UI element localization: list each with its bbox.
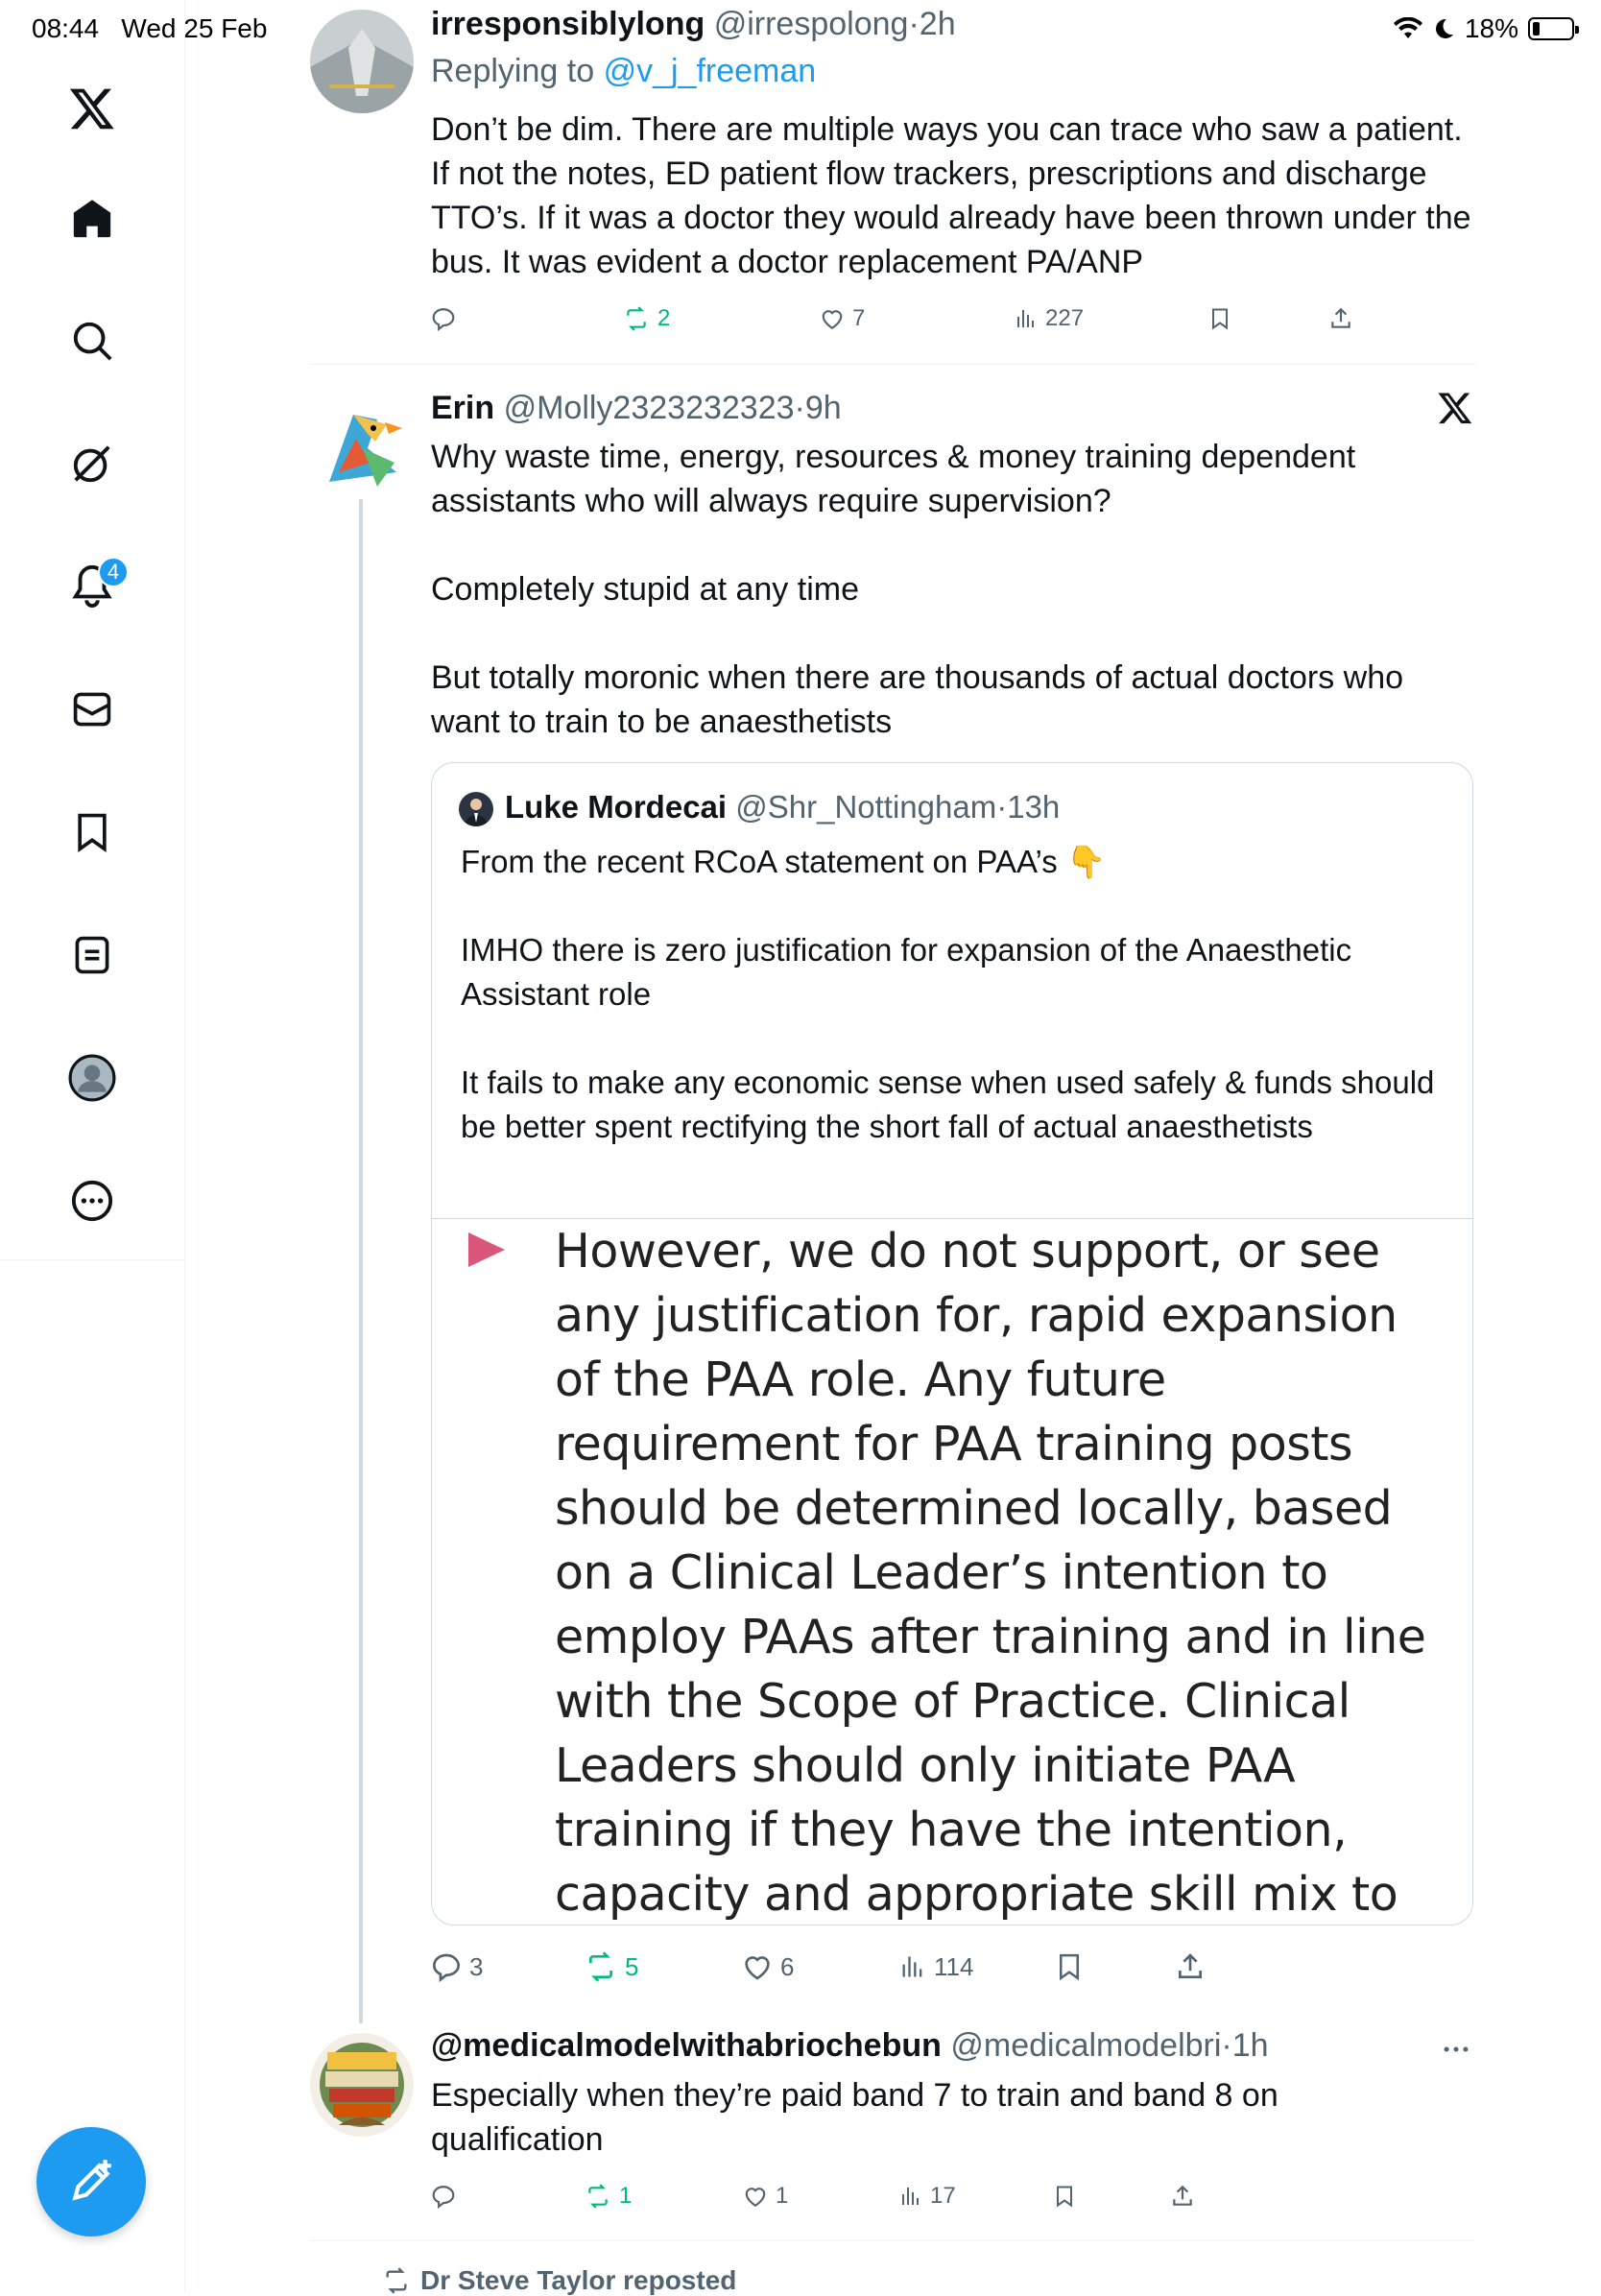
reply-icon: [431, 1951, 462, 1982]
views-button[interactable]: 17: [899, 2183, 956, 2210]
status-indicators: [1394, 13, 1574, 44]
bookmark-button[interactable]: [1053, 2184, 1076, 2209]
bookmark-icon: [1208, 306, 1231, 331]
home-icon[interactable]: [54, 180, 131, 257]
timestamp[interactable]: 2h: [919, 6, 956, 42]
like-button[interactable]: 1: [743, 2183, 788, 2210]
quote-text: From the recent RCoA statement on PAA’s 👇 IMHO there is zero justification for expansion of the Anaesthetic Assistant role It fails to make any economic sense when used safely & funds should be better spent rectifying the short fall of actual anaesthetists: [461, 844, 1435, 1144]
reply-button[interactable]: 3: [431, 1951, 483, 1982]
quote-image[interactable]: [432, 1218, 1473, 1925]
quote-image-text: However, we do not support, or see any justification for, rapid expansion of the PAA role. Any future requirement for PAA training posts should be determined locally, based on a Clinical Leader’s intention to employ PAAs after training and in line with the Scope of Practice. Clinical Leaders should only initiate PAA training if they have the intention, capacity and appropriate skill mix to: [555, 1224, 1426, 1922]
handle[interactable]: @Molly2323232323: [503, 390, 795, 426]
avatar-medicalmodelbri[interactable]: [310, 2033, 414, 2137]
tweet-2-text: Why waste time, energy, resources & money training dependent assistants who will always require supervision? Completely stupid at any time But totally moronic when there are thousands of actual doctors who want to train to be anaesthetists: [431, 439, 1404, 740]
lists-icon[interactable]: [54, 917, 131, 993]
repost-icon: [585, 1951, 617, 1982]
display-name[interactable]: Erin: [431, 390, 495, 426]
tweet-3-actions: [431, 2177, 1477, 2215]
views-icon: [899, 1952, 926, 1981]
search-icon[interactable]: [54, 302, 131, 379]
reply-button[interactable]: [431, 306, 464, 331]
notifications-badge: 4: [98, 557, 129, 587]
avatar-irresponsiblylong[interactable]: [310, 10, 414, 113]
quote-header: Luke Mordecai @Shr_Nottingham·13h: [505, 789, 1061, 825]
quote-display-name: Luke Mordecai: [505, 789, 728, 825]
like-icon: [742, 1951, 773, 1982]
views-icon: [1015, 307, 1038, 330]
bookmark-icon: [1053, 2184, 1076, 2209]
quote-handle: @Shr_Nottingham: [735, 789, 997, 825]
like-button[interactable]: 6: [742, 1951, 794, 1982]
share-button[interactable]: [1175, 1951, 1206, 1982]
avatar-erin[interactable]: [310, 395, 414, 499]
share-button[interactable]: [1328, 306, 1353, 331]
more-icon[interactable]: [54, 1162, 131, 1239]
repost-banner[interactable]: Dr Steve Taylor reposted: [382, 2265, 736, 2296]
moon-icon: [1432, 17, 1455, 40]
tweet-1-text: Don’t be dim. There are multiple ways you can trace who saw a patient. If not the notes, ED patient flow trackers, prescriptions and discharge TTO’s. If it was a doctor they would already have been thrown under the bus. It was evident a doctor replacement PA/ANP: [431, 111, 1481, 280]
share-button[interactable]: [1170, 2184, 1195, 2209]
quote-avatar: [459, 792, 493, 826]
timestamp[interactable]: 1h: [1231, 2027, 1269, 2064]
tweet-3-text: Especially when they’re paid band 7 to train and band 8 on qualification: [431, 2077, 1288, 2158]
profile-icon[interactable]: [54, 1040, 131, 1116]
share-icon: [1175, 1951, 1206, 1982]
timestamp[interactable]: 9h: [804, 390, 842, 426]
tweet-2-actions: [431, 1947, 1477, 1987]
more-options-icon[interactable]: [1440, 2033, 1472, 2070]
reply-icon: [431, 306, 456, 331]
like-icon: [820, 306, 845, 331]
tweet-1-header: irresponsiblylong @irrespolong·2h: [431, 6, 956, 42]
repost-icon: [382, 2267, 411, 2294]
display-name[interactable]: @medicalmodelwithabriochebun: [431, 2027, 942, 2064]
reply-button[interactable]: [431, 2184, 464, 2209]
grok-icon[interactable]: [54, 425, 131, 502]
bookmarks-icon[interactable]: [54, 794, 131, 871]
like-icon: [743, 2184, 768, 2209]
compose-button[interactable]: [36, 2127, 146, 2236]
tweet-1-actions: [431, 299, 1477, 338]
tweet-divider: [310, 364, 1475, 365]
views-icon: [899, 2185, 922, 2208]
bookmark-button[interactable]: [1208, 306, 1231, 331]
sidebar-divider: [0, 1259, 184, 1260]
bookmark-icon: [1055, 1951, 1084, 1982]
quote-timestamp: 13h: [1007, 789, 1061, 825]
like-button[interactable]: 7: [820, 305, 865, 332]
display-name[interactable]: irresponsiblylong: [431, 6, 705, 42]
handle[interactable]: @medicalmodelbri: [950, 2027, 1222, 2064]
battery-icon: [1528, 17, 1574, 40]
share-icon: [1170, 2184, 1195, 2209]
repost-icon: [623, 306, 650, 331]
repost-button[interactable]: 1: [585, 2183, 632, 2210]
x-brand-icon: [1437, 390, 1475, 428]
wifi-icon: [1394, 17, 1422, 40]
repost-button[interactable]: 5: [585, 1951, 638, 1982]
messages-icon[interactable]: [54, 671, 131, 748]
bookmark-button[interactable]: [1055, 1951, 1084, 1982]
reply-icon: [431, 2184, 456, 2209]
tweet-2-header: Erin @Molly2323232323·9h: [431, 390, 842, 426]
views-button[interactable]: 227: [1015, 305, 1084, 332]
tweet-3-header: @medicalmodelwithabriochebun @medicalmodelbri·1h: [431, 2027, 1269, 2064]
quoted-tweet[interactable]: [431, 762, 1473, 1925]
handle[interactable]: @irrespolong: [713, 6, 909, 42]
x-logo-icon[interactable]: [54, 70, 131, 147]
compose-icon: [67, 2158, 115, 2206]
play-triangle-icon: [466, 1231, 507, 1269]
replying-to: Replying to @v_j_freeman: [431, 53, 817, 89]
repost-button[interactable]: 2: [623, 305, 670, 332]
views-button[interactable]: 114: [899, 1952, 973, 1982]
thread-line: [359, 499, 363, 2023]
battery-fill: [1533, 22, 1540, 36]
replying-to-link[interactable]: @v_j_freeman: [603, 53, 817, 89]
status-time: 08:44 Wed 25 Feb: [32, 13, 268, 43]
battery-percent: 18%: [1464, 13, 1518, 43]
tweet-divider: [310, 2240, 1475, 2241]
repost-icon: [585, 2184, 611, 2209]
share-icon: [1328, 306, 1353, 331]
